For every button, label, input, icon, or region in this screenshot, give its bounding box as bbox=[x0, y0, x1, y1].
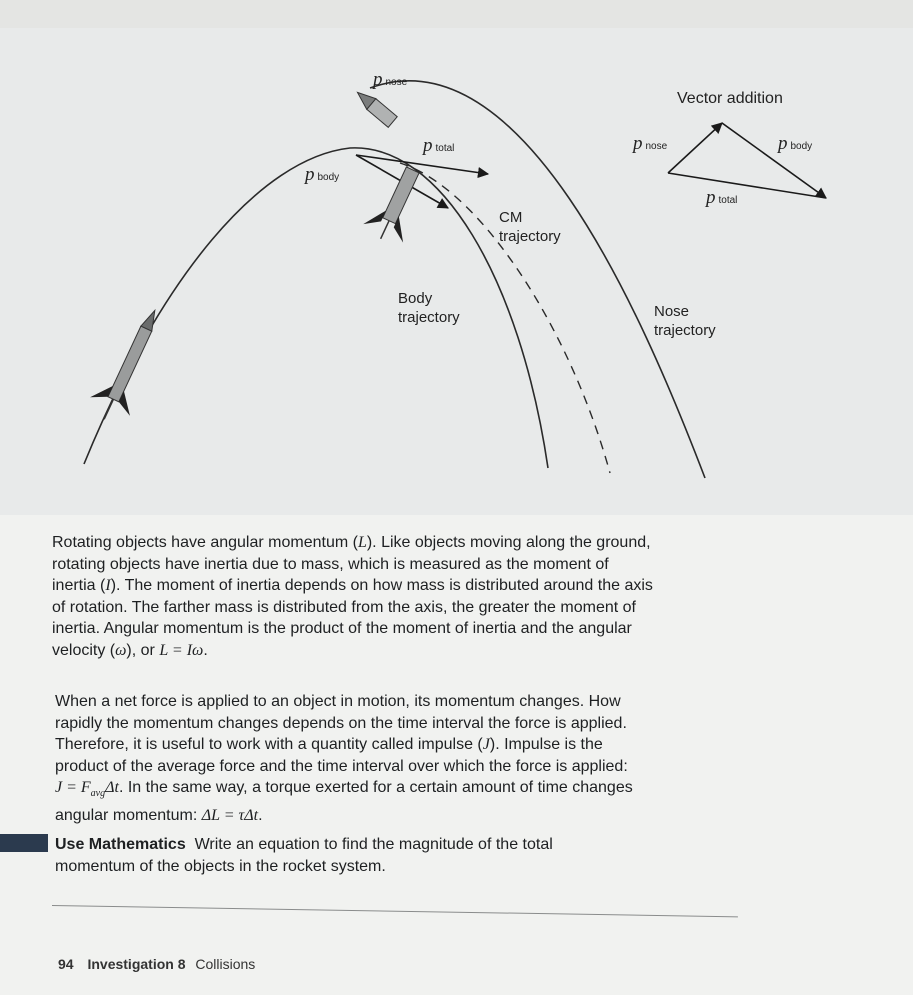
prompt-line2: momentum of the objects in the rocket system. bbox=[55, 858, 386, 875]
body-label-line2: trajectory bbox=[398, 309, 460, 326]
label-va-p-body bbox=[778, 134, 812, 156]
subscript-total: total bbox=[718, 195, 738, 206]
label-p-total-main bbox=[423, 136, 454, 158]
body-label-line1: Body bbox=[398, 290, 433, 307]
investigation-label: Investigation 8 bbox=[87, 956, 186, 972]
p-symbol: p bbox=[373, 69, 383, 90]
p-symbol: p bbox=[706, 187, 716, 208]
label-va-p-total bbox=[706, 188, 737, 210]
label-p-nose-main bbox=[373, 70, 407, 92]
cm-trajectory-label bbox=[499, 208, 561, 246]
p-total-vector bbox=[356, 155, 488, 174]
p1-line2: rotating objects have inertia due to mass, which is measured as the moment of bbox=[52, 555, 609, 573]
use-mathematics-prompt bbox=[55, 834, 695, 878]
subscript-total: total bbox=[435, 143, 455, 154]
label-p-body-main bbox=[305, 165, 339, 187]
angular-momentum-paragraph bbox=[52, 532, 772, 661]
p1-line4: of rotation. The farther mass is distributed from the axis, the greater the moment of bbox=[52, 598, 636, 616]
p-symbol: p bbox=[633, 133, 643, 154]
answer-line bbox=[52, 905, 738, 917]
rocket-nose-section bbox=[353, 87, 397, 127]
prompt-line1: Use Mathematics Write an equation to find the magnitude of the total bbox=[55, 836, 553, 853]
body-trajectory-label bbox=[398, 289, 460, 327]
vector-addition-title: Vector addition bbox=[677, 90, 783, 107]
p2-line1: When a net force is applied to an object in motion, its momentum changes. How bbox=[55, 693, 621, 710]
p2-line4: product of the average force and the time interval over which the force is applied: bbox=[55, 757, 628, 775]
formula-L-I-omega: L = Iω bbox=[159, 641, 204, 659]
subscript-nose: nose bbox=[645, 141, 668, 152]
p1-line1: Rotating objects have angular momentum (L). Like objects moving along the ground, bbox=[52, 534, 651, 551]
subscript-body: body bbox=[317, 172, 340, 183]
page-number: 94 bbox=[58, 956, 74, 972]
p2-line5: $J = F_{avg}\Delta t$. In the same way, a torque exerted for a certain amount of time changes bbox=[55, 779, 633, 800]
impulse-paragraph bbox=[55, 691, 775, 826]
nose-label-line1: Nose bbox=[654, 303, 690, 320]
chapter-title: Collisions bbox=[195, 956, 256, 972]
p-symbol: p bbox=[423, 135, 433, 156]
use-mathematics-heading: Use Mathematics bbox=[55, 836, 186, 853]
p2-line3: Therefore, it is useful to work with a quantity called impulse (J). Impulse is the bbox=[55, 736, 603, 753]
rocket-trajectory-figure bbox=[0, 28, 913, 515]
page-top-edge bbox=[0, 0, 913, 30]
p-symbol: p bbox=[305, 164, 315, 185]
nose-label-line2: trajectory bbox=[654, 322, 716, 339]
p-symbol: p bbox=[778, 133, 788, 154]
cm-label-line2: trajectory bbox=[499, 228, 561, 245]
subscript-nose: nose bbox=[385, 77, 408, 88]
p2-line6: angular momentum: ΔL = τΔt. bbox=[55, 806, 263, 824]
nose-trajectory-label bbox=[654, 302, 716, 340]
subscript-body: body bbox=[790, 141, 813, 152]
label-va-p-nose bbox=[633, 134, 667, 156]
p1-line5: inertia. Angular momentum is the product of the moment of inertia and the angular bbox=[52, 620, 632, 637]
use-mathematics-marker bbox=[0, 834, 48, 852]
launch-rocket bbox=[84, 301, 175, 428]
p1-line6: velocity (ω), or L = Iω. bbox=[52, 641, 208, 659]
cm-label-line1: CM bbox=[499, 209, 523, 226]
p1-line3: inertia (I). The moment of inertia depends on how mass is distributed around the axis bbox=[52, 577, 653, 594]
formula-angular-impulse: ΔL = τΔt bbox=[201, 806, 259, 824]
p2-line2: rapidly the momentum changes depends on the time interval the force is applied. bbox=[55, 714, 627, 732]
body-trajectory-curve bbox=[84, 148, 548, 468]
formula-impulse: J = F bbox=[55, 779, 91, 796]
va-p-total-vector bbox=[668, 173, 826, 198]
va-p-nose-vector bbox=[668, 123, 722, 173]
page-footer bbox=[58, 956, 255, 972]
